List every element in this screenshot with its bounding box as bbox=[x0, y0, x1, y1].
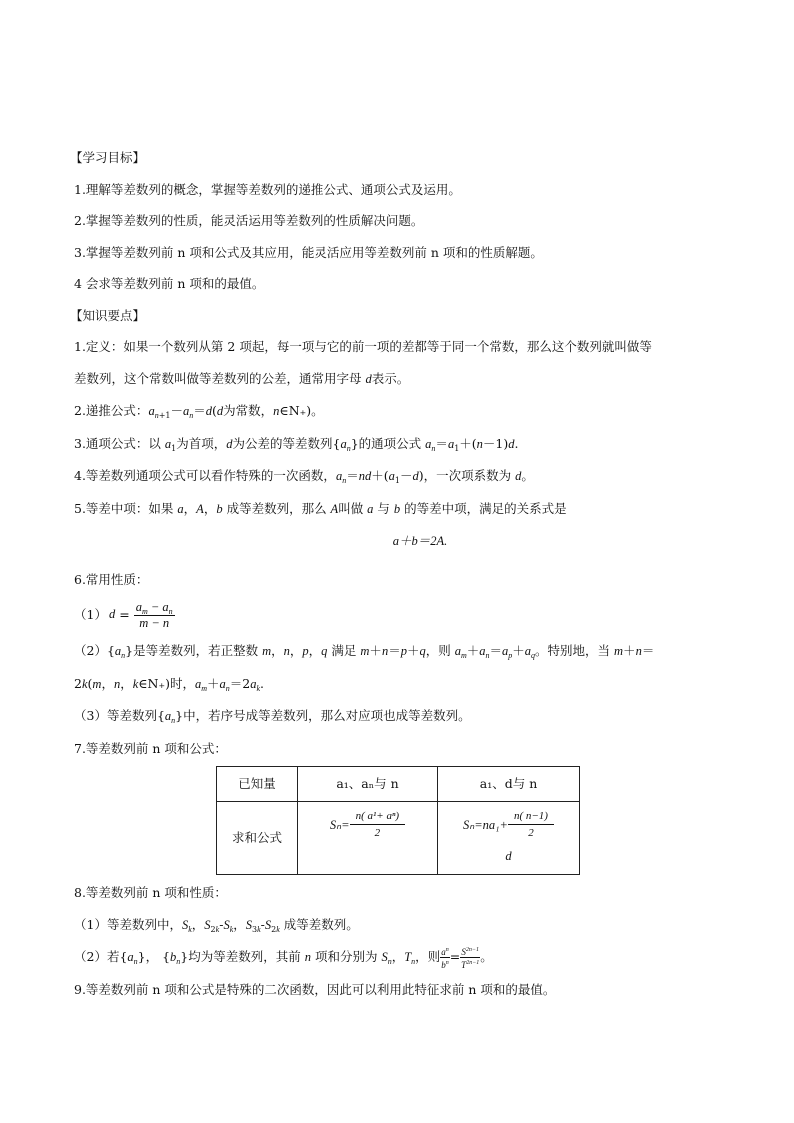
goal-item-1: 1.理解等差数列的概念，掌握等差数列的递推公式、通项公式及运用。 bbox=[74, 181, 461, 197]
document-body bbox=[70, 142, 724, 1005]
goal-item-3: 3.掌握等差数列前 n 项和公式及其应用，能灵活应用等差数列前 n 项和的性质解题。 bbox=[74, 244, 543, 260]
sum-formula-heading: 7.等差数列前 n 项和公式： bbox=[74, 740, 227, 756]
property-2-line-2: 2k(m，n，k∈N₊)时，$a_m+a_n=2a_k$. bbox=[74, 675, 265, 693]
sum-properties-heading: 8.等差数列前 n 项和性质： bbox=[74, 885, 227, 900]
properties-heading: 6.常用性质： bbox=[74, 571, 149, 587]
quadratic-note: 9.等差数列前 n 项和公式是特殊的二次函数，因此可以利用此特征求前 n 项和的最值。 bbox=[74, 981, 556, 997]
learning-goals-heading: 【学习目标】 bbox=[70, 150, 146, 165]
table-row-label: 求和公式 bbox=[217, 802, 298, 875]
recursive-formula: 2.递推公式：$a_{n+1}-a_n=d(d$为常数，n∈N₊)。 bbox=[74, 403, 324, 420]
knowledge-heading: 【知识要点】 bbox=[70, 307, 146, 323]
sum-property-2: （2）若$\{a_n\}$， $\{b_n\}$均为等差数列，其前 n 项和分别为 $S_n$，$T_n$，则 $\frac{a^n}{b^n}$ = $\frac{S^{2n-1}}{T^{2n-1}}$ 。 bbox=[74, 947, 493, 970]
general-term-formula: 3.通项公式：以 $a_1$为首项，d为公差的等差数列$\{a_n\}$的通项公式 $a_n=a_1+(n-1)d$. bbox=[74, 435, 519, 453]
sum-formula-table bbox=[216, 766, 580, 875]
table-formula-1: Sₙ= $\frac{\text{n( a¹+ aⁿ)}}{2}$ bbox=[298, 802, 438, 875]
table-formula-2: Sₙ=na₁+ $\frac{n( n-1)}{2}$ d bbox=[438, 802, 580, 875]
property-2-line-1: $(2)\{a_n\}$是等差数列，若正整数 m，n，p，q 满足 m＋n＝p＋q，则 $a_m+a_n=a_p+a_q$。特别地，当 m＋n＝ bbox=[74, 643, 655, 660]
arithmetic-mean-equation: a＋b＝2A. bbox=[392, 534, 448, 548]
definition-line-1: 1.定义：如果一个数列从第 2 项起，每一项与它的前一项的差都等于同一个常数，那么这个数列就叫做等 bbox=[74, 339, 652, 354]
table-header-case-2: a₁、d与 n bbox=[438, 767, 580, 802]
property-1-formula: （1） d = $\frac{a_m - a_n}{m - n}$ bbox=[74, 599, 173, 630]
goal-item-2: 2.掌握等差数列的性质，能灵活运用等差数列的性质解决问题。 bbox=[74, 213, 424, 228]
table-header-known: 已知量 bbox=[217, 767, 298, 802]
goal-item-4: 4 会求等差数列前 n 项和的最值。 bbox=[74, 276, 265, 291]
sum-property-1: （1）等差数列中，$S_k$，$S_{2k}-S_k$，$S_{3k}-S_{2k}$ 成等差数列。 bbox=[74, 916, 359, 934]
property-3: （3）等差数列$\{a_n\}$中，若序号成等差数列，那么对应项也成等差数列。 bbox=[74, 708, 471, 725]
table-header-case-1: a₁、aₙ与 n bbox=[298, 767, 438, 802]
arithmetic-mean-definition: 5.等差中项：如果 a，A，b 成等差数列，那么 A叫做 a 与 b 的等差中项，满足的关系式是 bbox=[74, 500, 567, 516]
linear-function-note: 4.等差数列通项公式可以看作特殊的一次函数，$a_n=nd+(a_1-d)$，一次项系数为 d。 bbox=[74, 468, 534, 485]
definition-line-2: 差数列，这个常数叫做等差数列的公差，通常用字母 d表示。 bbox=[74, 370, 410, 386]
